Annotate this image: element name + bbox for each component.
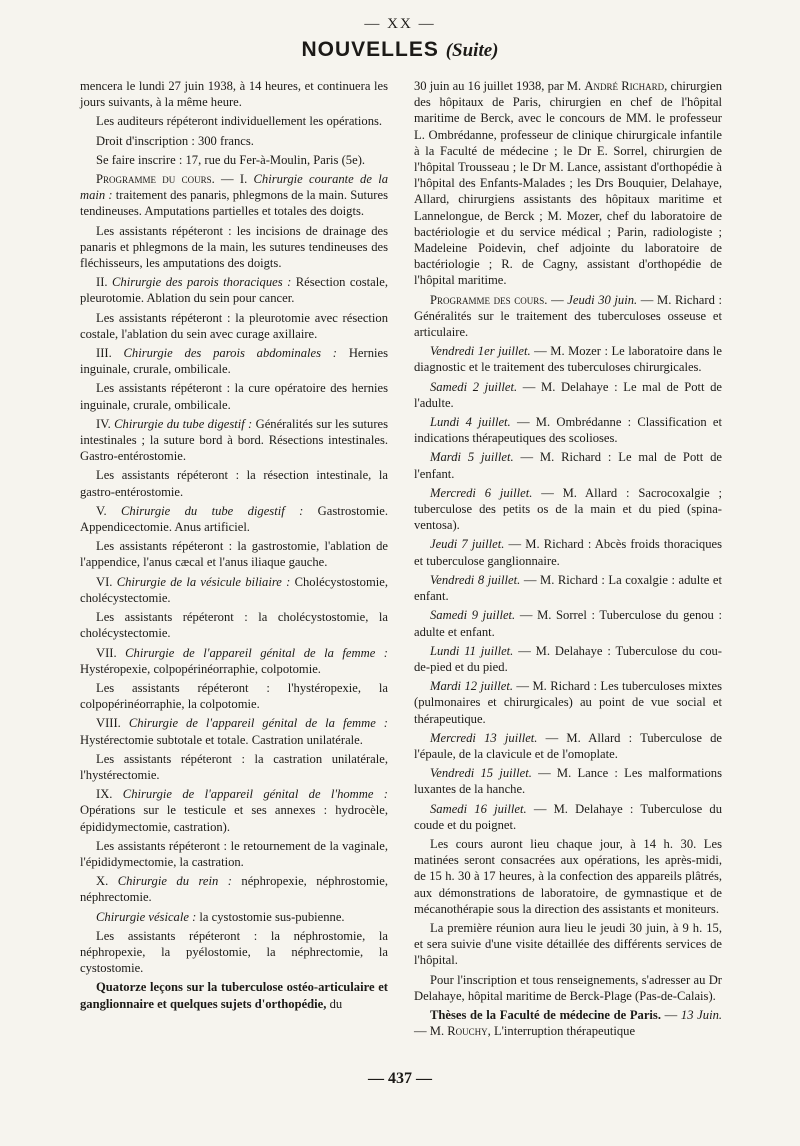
section-title: NOUVELLES [301,38,439,61]
page-number: — 437 — [368,1070,432,1087]
paragraph: Quatorze leçons sur la tuberculose ostéo-articulaire et ganglionnaire et quelques sujets d'orthopédie, du [80,980,388,1011]
roman-page-number: — XX — [364,16,436,32]
paragraph: Les assistants répéteront : la cholécystostomie, la cholécystectomie. [80,610,388,641]
paragraph: III. Chirurgie des parois abdominales : Hernies inguinale, crurale, ombilicale. [80,346,388,377]
paragraph: IX. Chirurgie de l'appareil génital de l'homme : Opérations sur le testicule et ses annexes : hydrocèle, épididymectomie, castration). [80,787,389,834]
paragraph: Programme des cours. — Jeudi 30 juin. — M. Richard : Généralités sur le traitement des tuberculoses osseuse et articulaire. [414,292,722,340]
paragraph: V. Chirurgie du tube digestif : Gastrostomie. Appendicectomie. Anus artificiel. [80,503,388,535]
paragraph: Vendredi 8 juillet. — M. Richard : La coxalgie : adulte et enfant. [414,572,722,604]
paragraph: Pour l'inscription et tous renseignements, s'adresser au Dr Delahaye, hôpital maritime de Berck-Plage (Pas-de-Calais). [414,972,722,1003]
paragraph: Chirurgie vésicale : la cystostomie sus-pubienne. [96,909,345,924]
paragraph: Les assistants répéteront : les incisions de drainage des panaris et phlegmons de la main, les sutures tendineuses des fléchisseurs, les amputations des doigts. [80,223,388,271]
paragraph: Mercredi 6 juillet. — M. Allard : Sacrocoxalgie ; tuberculose des petits os de la main et du pied (spina-ventosa). [414,485,722,533]
paragraph: Mardi 12 juillet. — M. Richard : Les tuberculoses mixtes (pulmonaires et chirurgicales) au point de vue social et thérapeutique. [414,679,723,726]
paragraph: Les assistants répéteront : la pleurotomie avec résection costale, l'ablation du sein avec curage axillaire. [80,310,388,341]
paragraph: Se faire inscrire : 17, rue du Fer-à-Moulin, Paris (5e). [96,152,366,167]
paragraph: Les assistants répéteront : l'hystéropexie, la colpopérinéorraphie, la colpotomie. [80,680,388,712]
paragraph: Samedi 9 juillet. — M. Sorrel : Tuberculose du genou : adulte et enfant. [414,608,722,639]
paragraph: Lundi 4 juillet. — M. Ombrédanne : Classification et indications thérapeutiques des scolioses. [414,415,722,446]
paragraph: Jeudi 7 juillet. — M. Richard : Abcès froids thoraciques et tuberculose ganglionnaire. [414,537,722,568]
paragraph: mencera le lundi 27 juin 1938, à 14 heures, et continuera les jours suivants, à la même heure. [80,79,388,110]
paragraph: Programme du cours. — I. Chirurgie courante de la main : traitement des panaris, phlegmons de la main. Sutures tendineuses. Amputations partielles et totales des doigts. [80,172,389,219]
paragraph: VIII. Chirurgie de l'appareil génital de la femme : Hystérectomie subtotale et totale. Castration unilatérale. [80,716,388,747]
paragraph: Les assistants répéteront : la résection intestinale, la gastro-entérostomie. [80,468,388,499]
right-column [414,78,722,1042]
paragraph: VII. Chirurgie de l'appareil génital de la femme : Hystéropexie, colpopérinéorraphie, colpotomie. [80,645,389,676]
left-column [80,78,388,1015]
section-title-suffix: (Suite) [445,40,499,61]
paragraph: Les assistants répéteront : la cure opératoire des hernies inguinale, crurale, ombilicale. [80,381,388,412]
paragraph: Vendredi 15 juillet. — M. Lance : Les malformations luxantes de la hanche. [414,766,722,797]
paragraph: IV. Chirurgie du tube digestif : Généralités sur les sutures intestinales ; la suture bord à bord. Résections intestinales. Gastro-entérostomie. [80,416,389,464]
paragraph: Les auditeurs répéteront individuellement les opérations. [96,114,383,129]
paragraph: Les assistants répéteront : le retournement de la vaginale, l'épididymectomie, la castration. [80,838,388,869]
paragraph: Vendredi 1er juillet. — M. Mozer : Le laboratoire dans le diagnostic et le traitement des tuberculoses chirurgicales. [414,344,722,375]
paragraph: Mardi 5 juillet. — M. Richard : Le mal de Pott de l'enfant. [414,450,722,481]
paragraph: Lundi 11 juillet. — M. Delahaye : Tuberculose du cou-de-pied et du pied. [414,643,722,674]
paragraph: La première réunion aura lieu le jeudi 30 juin, à 9 h. 15, et sera suivie d'une visite détaillée des différents services de l'hôpital. [414,920,722,968]
paragraph: Les assistants répéteront : la néphrostomie, la néphropexie, la pyélostomie, la néphrectomie, la cystostomie. [80,928,388,976]
paragraph: Mercredi 13 juillet. — M. Allard : Tuberculose de l'épaule, de la clavicule et de l'omoplate. [414,730,722,761]
section-heading [0,38,800,62]
paragraph: Samedi 2 juillet. — M. Delahaye : Le mal de Pott de l'adulte. [414,379,722,410]
paragraph: II. Chirurgie des parois thoraciques : Résection costale, pleurotomie. Ablation du sein pour cancer. [80,275,388,306]
paragraph: Les cours auront lieu chaque jour, à 14 h. 30. Les matinées seront consacrées aux opérations, les après-midi, de 15 h. 30 à 17 heures, à la confection des appareils plâtrés, aux démonstrations de laboratoire, de gymnastique et de mécanothérapie sous la direction des assistants et moniteurs. [414,836,722,916]
paragraph: Droit d'inscription : 300 francs. [96,133,254,148]
paragraph: Les assistants répéteront : la gastrostomie, l'ablation de l'appendice, l'anus cæcal et l'anus iliaque gauche. [80,539,388,570]
paragraph: Thèses de la Faculté de médecine de Paris. — 13 Juin. — M. Rouchy, L'interruption thérapeutique [414,1007,723,1039]
paragraph: X. Chirurgie du rein : néphropexie, néphrostomie, néphrectomie. [80,874,388,905]
paragraph: Les assistants répéteront : la castration unilatérale, l'hystérectomie. [80,751,388,782]
paragraph: Samedi 16 juillet. — M. Delahaye : Tuberculose du coude et du poignet. [414,801,722,832]
paragraph: VI. Chirurgie de la vésicule biliaire : Cholécystostomie, cholécystectomie. [80,574,389,605]
paragraph: 30 juin au 16 juillet 1938, par M. André Richard, chirurgien des hôpitaux de Paris, chirurgien en chef de l'hôpital maritime de Berck, avec le concours de MM. le professeur L. Ombrédanne, professeur de clinique chirurgicale infantile à la Faculté de médecine ; le Dr E. Sorrel, chirurgien de l'hôpital Trousseau ; le Dr M. Lance, assistant d'orthopédie à l'hôpital des Enfants-Malades ; les Drs Bouquier, Delahaye, Allard, chirurgiens assistants des hôpitaux maritime et Lannelongue, de Berck ; M. Mozer, chef du laboratoire de bactériologie et du service médical ; Parin, radiologiste ; Madeleine Poidevin, chef adjointe du laboratoire de bactériologie ; R. de Cagny, assistant d'orthopédie de l'hôpital maritime. [414,79,723,288]
